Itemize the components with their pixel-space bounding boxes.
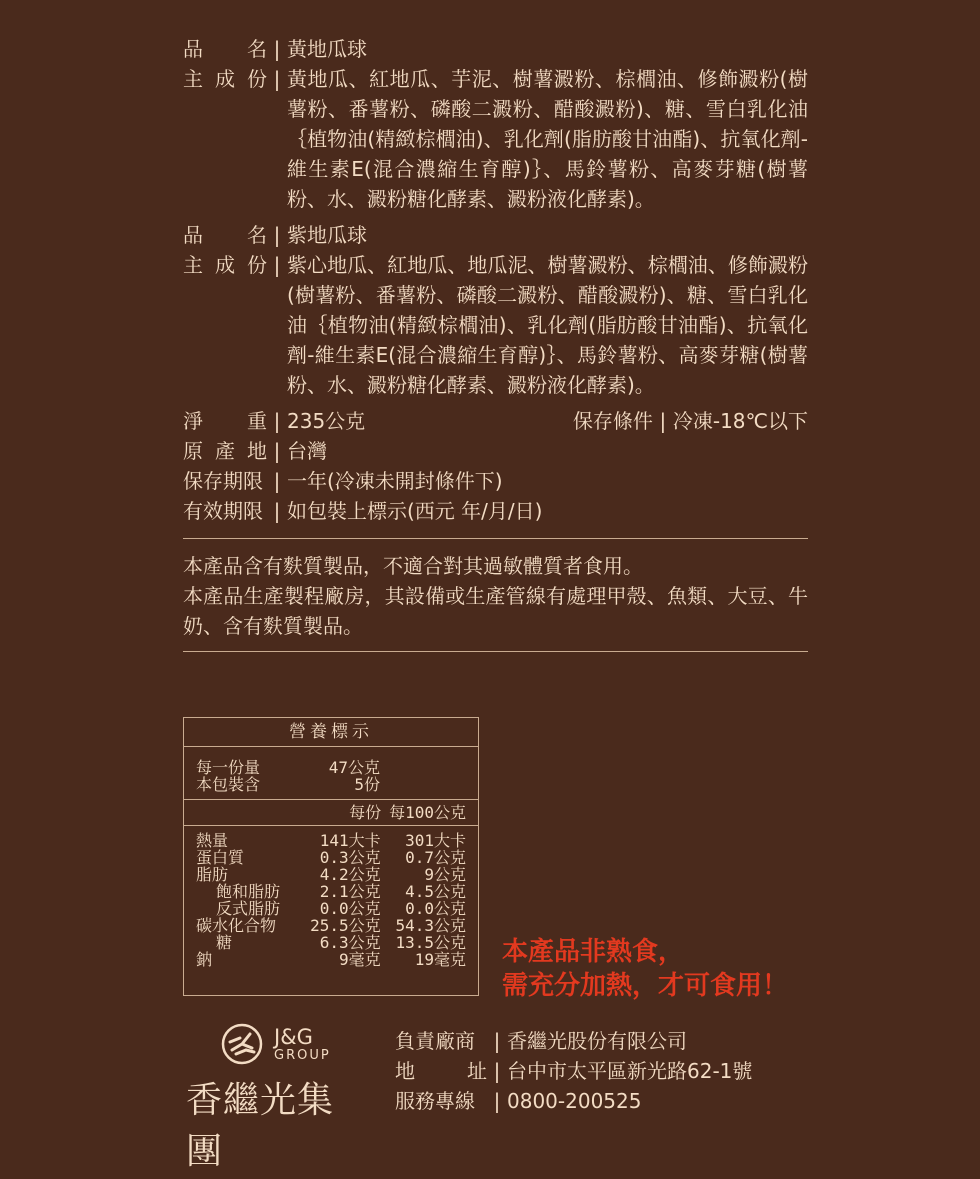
nutrient-per-100g: 0.7公克 — [405, 848, 466, 867]
col-per-100g: 每100公克 — [389, 803, 466, 822]
nutrient-name: 飽和脂肪 — [216, 882, 281, 901]
label-char: 原 — [183, 439, 203, 463]
phone-label: 服務專線 — [395, 1089, 475, 1113]
label-char: 產 — [215, 439, 235, 463]
label-char: 份 — [247, 253, 267, 277]
origin-row — [183, 436, 808, 466]
nutrition-row — [196, 917, 466, 934]
label-weight — [183, 406, 267, 436]
company-label: 負責廠商 — [395, 1029, 475, 1053]
nutrient-per-serving: 2.1公克 — [319, 882, 381, 901]
nutrient-name: 糖 — [216, 933, 233, 952]
separator: | — [273, 499, 281, 523]
label-char: 重 — [247, 409, 267, 433]
serving-label: 每一份量 — [196, 758, 261, 777]
nutrient-per-serving: 9毫克 — [338, 950, 381, 969]
allergen-notice — [183, 539, 808, 651]
nutrition-columns — [184, 800, 478, 826]
storage-value: 冷凍-18℃以下 — [672, 409, 808, 433]
label-char: 地 — [247, 439, 267, 463]
nutrient-name: 反式脂肪 — [216, 899, 281, 918]
address-row — [395, 1056, 752, 1086]
heating-warning — [502, 935, 788, 1003]
nutrient-name: 鈉 — [196, 950, 213, 969]
col-per-serving: 每份 — [349, 803, 382, 822]
nutrient-per-serving: 25.5公克 — [310, 916, 381, 935]
weight-storage-row — [183, 406, 808, 436]
company-name: 香繼光股份有限公司 — [507, 1029, 687, 1053]
product2-name-row — [183, 220, 808, 250]
product2-name: 紫地瓜球 — [287, 223, 367, 247]
label-char: 主 — [183, 67, 203, 91]
label-ingredients — [183, 64, 267, 214]
expiry-row — [183, 496, 808, 526]
nutrient-name: 熱量 — [196, 831, 229, 850]
label-char: 品 — [183, 37, 203, 61]
nutrient-name: 脂肪 — [196, 865, 229, 884]
separator: | — [493, 1029, 501, 1053]
nutrient-per-100g: 13.5公克 — [395, 933, 466, 952]
nutrient-per-100g: 4.5公克 — [405, 882, 466, 901]
address-label — [395, 1056, 487, 1086]
brand-en: J&G — [274, 1024, 313, 1049]
separator: | — [273, 469, 281, 493]
label-origin — [183, 436, 267, 466]
brand-logo — [186, 1022, 366, 1174]
label-ingredients — [183, 250, 267, 400]
label-char: 名 — [247, 223, 267, 247]
divider — [183, 651, 808, 652]
label-char: 地 — [395, 1059, 415, 1083]
nutrition-row — [196, 900, 466, 917]
product1-ingredients: 黃地瓜、紅地瓜、芋泥、樹薯澱粉、棕櫚油、修飾澱粉(樹薯粉、番薯粉、磷酸二澱粉、醋酸澱粉)、糖、雪白乳化油｛植物油(精緻棕櫚油)、乳化劑(脂肪酸甘油酯)、抗氧化劑-維生素E(混合濃縮生育醇)｝、馬鈴薯粉、高麥芽糖(樹薯粉、水、澱粉糖化酵素、澱粉液化酵素)。 — [287, 67, 808, 211]
pack-value: 5份 — [354, 775, 380, 794]
label-expiry: 有效期限 — [183, 499, 263, 523]
separator: | — [273, 67, 281, 91]
product1-ingredients-row — [183, 64, 808, 214]
expiry-value: 如包裝上標示(西元 年/月/日) — [287, 499, 543, 523]
separator: | — [273, 253, 281, 277]
allergen-line-2: 本產品生產製程廠房，其設備或生產管線有處理甲殼、魚類、大豆、牛奶、含有麩質製品。 — [183, 584, 808, 638]
serving-value: 47公克 — [328, 758, 380, 777]
brand-cn: 香繼光集團 — [186, 1080, 335, 1172]
nutrition-row — [196, 883, 466, 900]
label-char: 淨 — [183, 409, 203, 433]
storage-label: 保存條件 — [572, 409, 653, 433]
nutrient-per-100g: 19毫克 — [414, 950, 466, 969]
nutrition-row — [196, 866, 466, 883]
label-name — [183, 220, 267, 250]
nutrient-per-100g: 0.0公克 — [405, 899, 466, 918]
product1-name-row — [183, 34, 808, 64]
nutrition-title: 營養標示 — [184, 718, 478, 747]
company-row — [395, 1026, 752, 1056]
label-char: 成 — [215, 253, 235, 277]
nutrient-per-serving: 4.2公克 — [319, 865, 381, 884]
nutrition-row — [196, 951, 466, 968]
nutrition-facts-table — [183, 717, 479, 996]
nutrition-row — [196, 934, 466, 951]
label-char: 名 — [247, 37, 267, 61]
product1-name: 黃地瓜球 — [287, 37, 367, 61]
label-char: 品 — [183, 223, 203, 247]
allergen-line-1: 本產品含有麩質製品，不適合對其過敏體質者食用。 — [183, 554, 643, 578]
storage-condition — [573, 406, 808, 436]
separator: | — [493, 1089, 501, 1113]
separator: | — [493, 1059, 501, 1083]
warning-line-1: 本產品非熟食， — [502, 937, 685, 967]
nutrition-row — [196, 832, 466, 849]
shelf-life-value: 一年(冷凍未開封條件下) — [287, 469, 503, 493]
jg-logo-icon — [220, 1022, 264, 1066]
nutrient-per-100g: 54.3公克 — [395, 916, 466, 935]
pack-label: 本包裝含 — [196, 775, 261, 794]
shelf-life-row — [183, 466, 808, 496]
nutrient-per-serving: 6.3公克 — [319, 933, 381, 952]
net-weight: 235公克 — [287, 409, 366, 433]
product2-ingredients-row — [183, 250, 808, 400]
nutrient-per-100g: 301大卡 — [405, 831, 466, 850]
nutrient-per-serving: 141大卡 — [319, 831, 381, 850]
brand-en-sub: GROUP — [274, 1047, 331, 1063]
nutrient-name: 蛋白質 — [196, 848, 245, 867]
serving-info — [184, 747, 478, 800]
phone-row — [395, 1086, 752, 1116]
nutrient-per-serving: 0.0公克 — [319, 899, 381, 918]
product-info — [183, 34, 808, 652]
warning-line-2: 需充分加熱，才可食用！ — [502, 971, 789, 1001]
nutrition-rows — [184, 826, 478, 968]
label-char: 份 — [247, 67, 267, 91]
separator: | — [659, 409, 667, 433]
nutrient-per-100g: 9公克 — [424, 865, 466, 884]
origin-value: 台灣 — [287, 439, 327, 463]
label-shelf-life: 保存期限 — [183, 469, 263, 493]
separator: | — [273, 37, 281, 61]
product2-ingredients: 紫心地瓜、紅地瓜、地瓜泥、樹薯澱粉、棕櫚油、修飾澱粉(樹薯粉、番薯粉、磷酸二澱粉、醋酸澱粉)、糖、雪白乳化油｛植物油(精緻棕櫚油)、乳化劑(脂肪酸甘油酯)、抗氧化劑-維生素E(混合濃縮生育醇)｝、馬鈴薯粉、高麥芽糖(樹薯粉、水、澱粉糖化酵素、澱粉液化酵素)。 — [287, 253, 808, 397]
separator: | — [273, 409, 281, 433]
label-char: 主 — [183, 253, 203, 277]
label-char: 址 — [467, 1059, 487, 1083]
manufacturer-info — [395, 1026, 752, 1116]
address-value: 台中市太平區新光路62-1號 — [507, 1059, 753, 1083]
nutrient-per-serving: 0.3公克 — [319, 848, 381, 867]
label-char: 成 — [215, 67, 235, 91]
nutrition-row — [196, 849, 466, 866]
separator: | — [273, 223, 281, 247]
nutrient-name: 碳水化合物 — [196, 916, 277, 935]
phone-value: 0800-200525 — [507, 1089, 642, 1113]
label-name — [183, 34, 267, 64]
separator: | — [273, 439, 281, 463]
